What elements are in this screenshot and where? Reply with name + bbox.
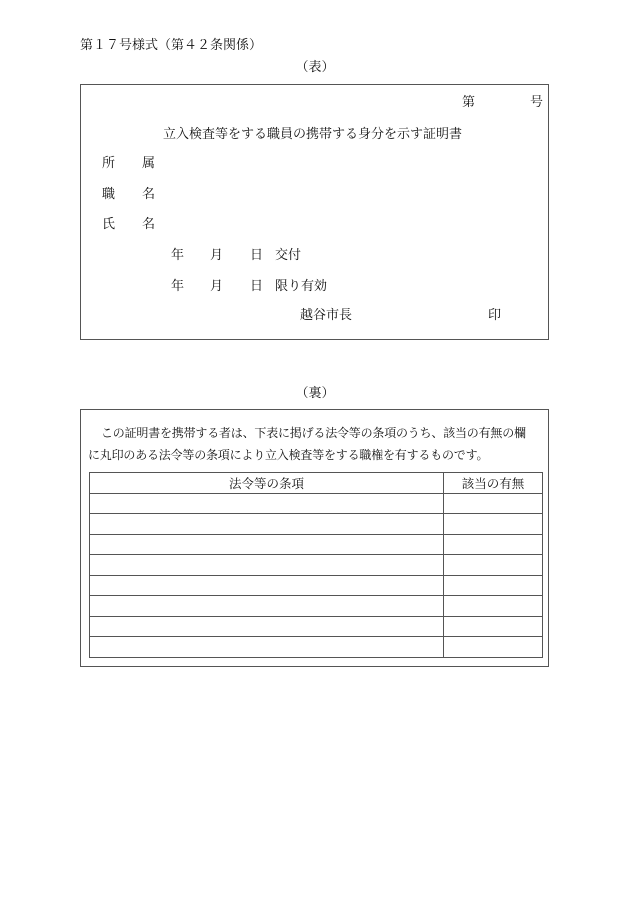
clause-cell xyxy=(90,596,444,617)
valid-text: 限り有効 xyxy=(275,279,328,294)
clause-cell xyxy=(90,493,444,514)
back-paragraph-line2: に丸印のある法令等の条項により立入検査等をする職権を有するものです。 xyxy=(88,448,489,462)
applicability-cell xyxy=(444,555,543,576)
back-paragraph-line1: この証明書を携帯する者は、下表に掲げる法令等の条項のうち、該当の有無の欄 xyxy=(101,426,526,440)
issued-month: 月 xyxy=(210,248,224,263)
table-row xyxy=(90,616,543,637)
table-row xyxy=(90,575,543,596)
back-side-label: （裏） xyxy=(295,386,335,401)
table-row xyxy=(90,534,543,555)
certificate-front xyxy=(80,84,549,340)
valid-month: 月 xyxy=(210,279,224,294)
issued-year: 年 xyxy=(171,248,185,263)
applicability-cell xyxy=(444,616,543,637)
field-title-char1: 職 xyxy=(102,187,116,202)
seal-mark: 印 xyxy=(488,308,502,323)
field-affiliation-char1: 所 xyxy=(102,156,116,171)
applicability-cell xyxy=(444,534,543,555)
issuer-name: 越谷市長 xyxy=(300,308,353,323)
certificate-back xyxy=(80,409,549,667)
table-row xyxy=(90,555,543,576)
issued-text: 交付 xyxy=(275,248,302,263)
clause-cell xyxy=(90,534,444,555)
field-name-char1: 氏 xyxy=(102,217,116,232)
valid-year: 年 xyxy=(171,279,185,294)
table-row xyxy=(90,637,543,658)
clause-cell xyxy=(90,637,444,658)
statute-table xyxy=(89,472,543,658)
applicability-cell xyxy=(444,596,543,617)
form-number: 第１７号様式（第４２条関係） xyxy=(80,38,263,53)
field-affiliation-char2: 属 xyxy=(142,156,156,171)
clause-cell xyxy=(90,616,444,637)
valid-day: 日 xyxy=(250,279,264,294)
applicability-cell xyxy=(444,575,543,596)
applicability-cell xyxy=(444,637,543,658)
field-name-char2: 名 xyxy=(142,217,156,232)
clause-cell xyxy=(90,514,444,535)
clause-cell xyxy=(90,555,444,576)
applicability-cell xyxy=(444,514,543,535)
applicability-cell xyxy=(444,493,543,514)
table-row xyxy=(90,514,543,535)
number-prefix: 第 xyxy=(462,95,476,110)
table-row xyxy=(90,596,543,617)
clause-cell xyxy=(90,575,444,596)
certificate-title: 立入検査等をする職員の携帯する身分を示す証明書 xyxy=(163,127,463,142)
number-suffix: 号 xyxy=(530,95,544,110)
table-header-row xyxy=(90,473,543,494)
header-applicability: 該当の有無 xyxy=(444,473,543,494)
issued-day: 日 xyxy=(250,248,264,263)
header-statute-clause: 法令等の条項 xyxy=(90,473,444,494)
front-side-label: （表） xyxy=(295,60,335,75)
field-title-char2: 名 xyxy=(142,187,156,202)
table-row xyxy=(90,493,543,514)
